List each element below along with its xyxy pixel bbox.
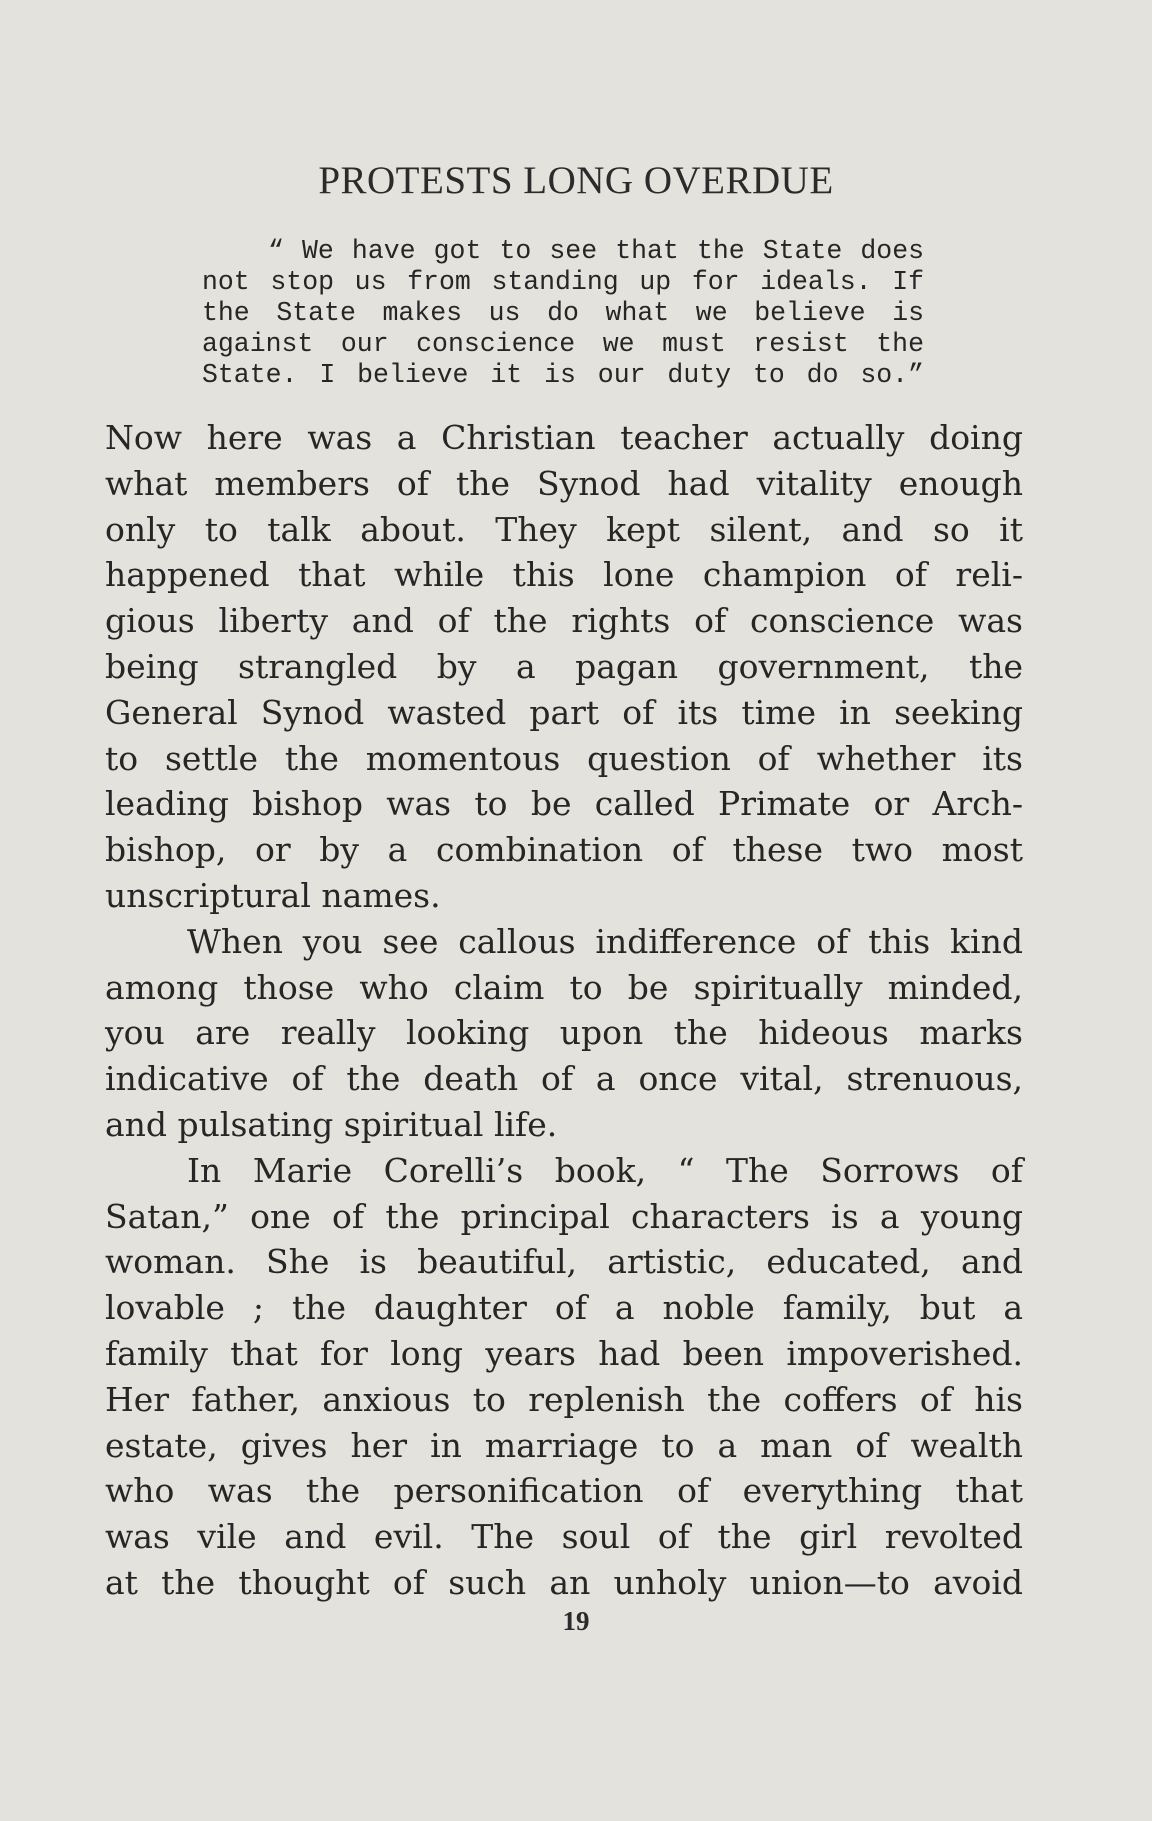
body-line: who was the personification of everything that	[105, 1471, 1023, 1511]
body-line: happened that while this lone champion of reli-	[105, 555, 1023, 595]
body-line: Satan,” one of the principal characters is a young	[105, 1196, 1023, 1236]
epigraph-quote	[202, 236, 924, 391]
body-line: to settle the momentous question of whether its	[105, 738, 1023, 778]
body-line: indicative of the death of a once vital, strenuous,	[105, 1059, 1023, 1099]
body-line: Her father, anxious to replenish the coffers of his	[105, 1379, 1023, 1419]
body-line: unscriptural names.	[105, 875, 441, 915]
body-line: Now here was a Christian teacher actually doing	[105, 418, 1023, 457]
body-line: at the thought of such an unholy union—to avoid	[105, 1562, 1023, 1602]
body-line: what members of the Synod had vitality enough	[105, 463, 1023, 503]
body-line: and pulsating spiritual life.	[105, 1104, 558, 1144]
body-line: being strangled by a pagan government, the	[105, 646, 1023, 686]
body-text	[105, 415, 1023, 1606]
body-line: leading bishop was to be called Primate or Arch-	[105, 784, 1023, 824]
body-line: among those who claim to be spiritually minded,	[105, 967, 1023, 1007]
body-line: bishop, or by a combination of these two most	[105, 830, 1023, 870]
body-line: only to talk about. They kept silent, and so it	[105, 509, 1023, 549]
running-head: PROTESTS LONG OVERDUE	[318, 159, 834, 202]
epigraph-line: the State makes us do what we believe is	[202, 298, 924, 328]
body-line: General Synod wasted part of its time in seeking	[105, 692, 1023, 732]
body-line: you are really looking upon the hideous marks	[105, 1013, 1023, 1053]
body-line: was vile and evil. The soul of the girl revolted	[105, 1517, 1023, 1557]
page-number: 19	[562, 1606, 590, 1636]
body-line: gious liberty and of the rights of conscience was	[105, 601, 1023, 641]
epigraph-line: against our conscience we must resist the	[202, 329, 924, 359]
body-line: estate, gives her in marriage to a man of wealth	[105, 1425, 1023, 1465]
epigraph-line: “ We have got to see that the State does	[268, 236, 924, 266]
body-line: In Marie Corelli’s book, “ The Sorrows of	[187, 1150, 1023, 1190]
body-line: lovable ; the daughter of a noble family, but a	[105, 1288, 1023, 1328]
epigraph-line: not stop us from standing up for ideals. If	[202, 267, 924, 297]
body-line: family that for long years had been impoverished.	[105, 1333, 1023, 1373]
body-line: woman. She is beautiful, artistic, educated, and	[105, 1242, 1023, 1282]
body-line: When you see callous indifference of this kind	[187, 921, 1023, 961]
epigraph-line: State. I believe it is our duty to do so.”	[202, 360, 924, 390]
